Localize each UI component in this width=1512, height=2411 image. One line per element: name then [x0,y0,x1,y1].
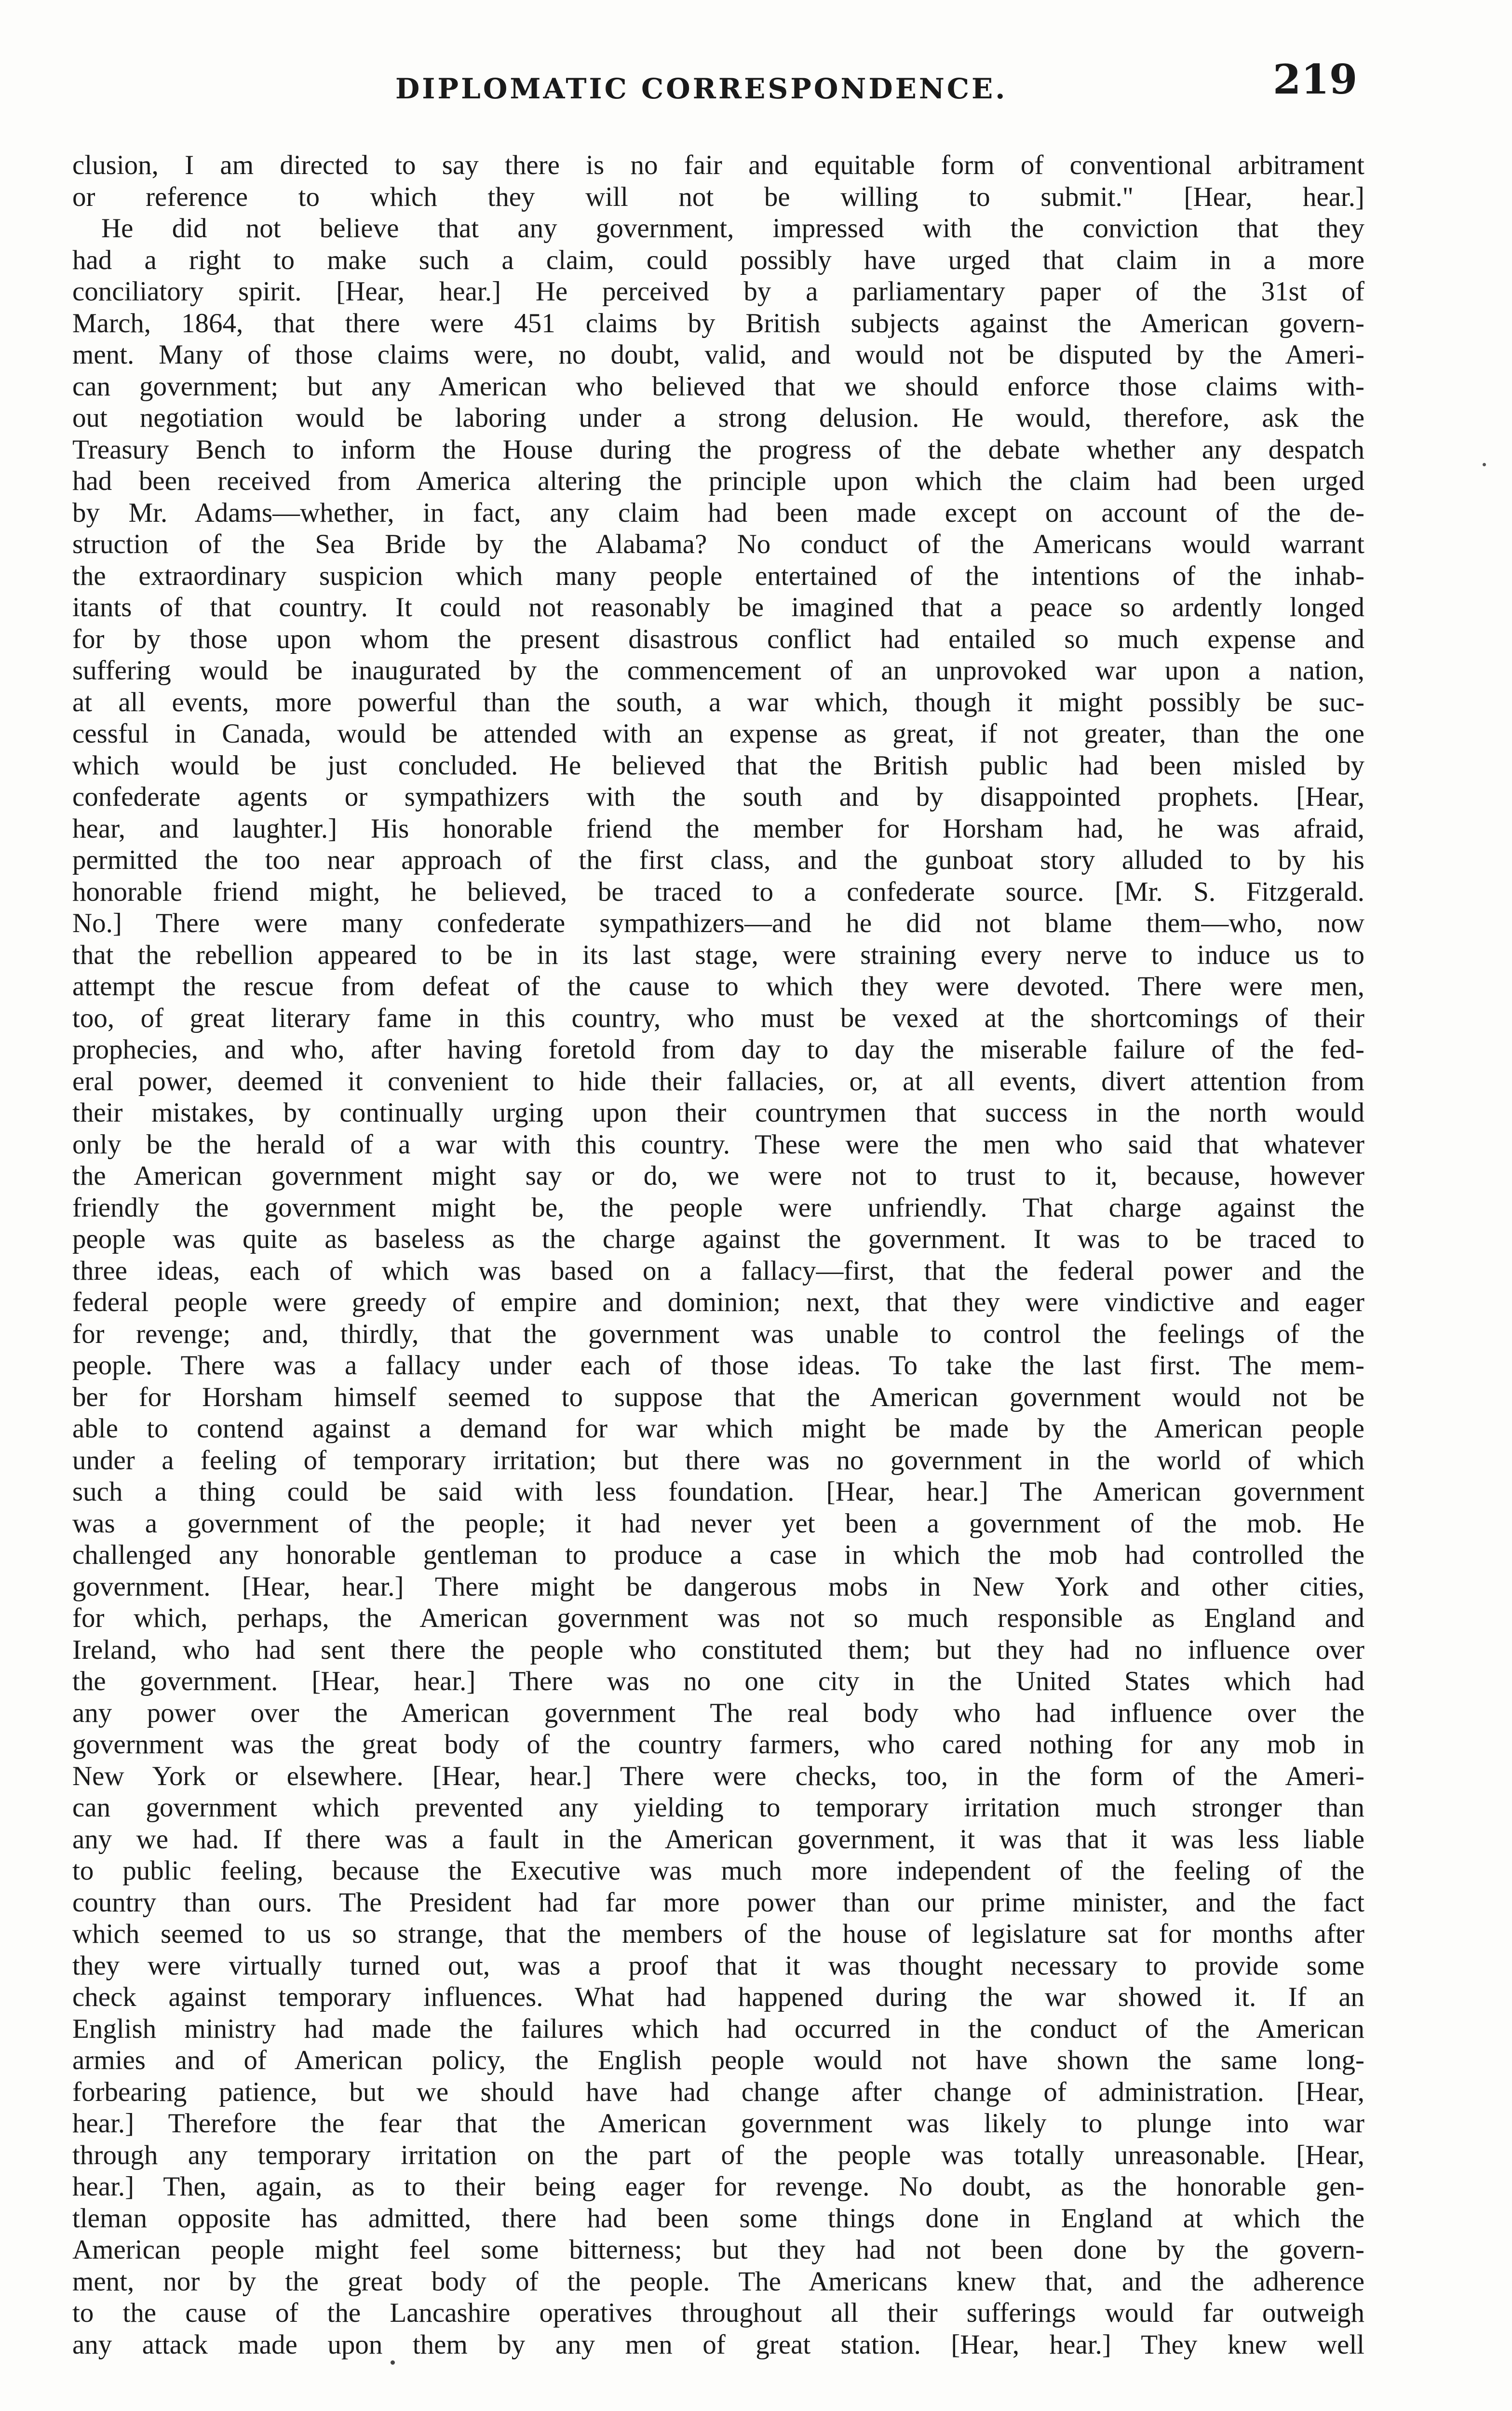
text-line: the extraordinary suspicion which many people entertained of the intentions of the inhab- [72,560,1364,591]
text-line: check against temporary influences. What had happened during the war showed it. If an [72,1982,1364,2012]
text-line: suffering would be inaugurated by the commencement of an unprovoked war upon a nation, [72,655,1364,686]
text-line: had been received from America altering the principle upon which the claim had been urged [72,466,1364,496]
text-line: ment, nor by the great body of the people. The Americans knew that, and the adherence [72,2266,1364,2297]
text-line: for which, perhaps, the American government was not so much responsible as England and [72,1603,1364,1633]
text-line: too, of great literary fame in this country, who must be vexed at the shortcomings of their [72,1002,1364,1033]
text-line: through any temporary irritation on the part of the people was totally unreasonable. [Hear, [72,2140,1364,2170]
text-line: under a feeling of temporary irritation; but there was no government in the world of which [72,1445,1364,1476]
text-line: ber for Horsham himself seemed to suppose that the American government would not be [72,1382,1364,1412]
text-line: any power over the American government The real body who had influence over the [72,1697,1364,1728]
text-line: can government which prevented any yielding to temporary irritation much stronger than [72,1792,1364,1823]
text-line: hear, and laughter.] His honorable friend the member for Horsham had, he was afraid, [72,813,1364,844]
text-line: confederate agents or sympathizers with the south and by disappointed prophets. [Hear, [72,782,1364,812]
text-line: friendly the government might be, the people were unfriendly. That charge against the [72,1192,1364,1223]
text-line: any attack made upon them by any men of great station. [Hear, hear.] They knew well [72,2329,1364,2360]
text-line: conciliatory spirit. [Hear, hear.] He perceived by a parliamentary paper of the 31st of [72,276,1364,307]
text-line: federal people were greedy of empire and dominion; next, that they were vindictive and eager [72,1287,1364,1317]
text-line: eral power, deemed it convenient to hide their fallacies, or, at all events, divert attention from [72,1066,1364,1097]
text-line: out negotiation would be laboring under a strong delusion. He would, therefore, ask the [72,403,1364,433]
running-head: DIPLOMATIC CORRESPONDENCE. [395,72,1008,105]
text-line: attempt the rescue from defeat of the cause to which they were devoted. There were men, [72,971,1364,1002]
text-line: hear.] Therefore the fear that the American government was likely to plunge into war [72,2108,1364,2139]
text-line: which would be just concluded. He believed that the British public had been misled by [72,750,1364,781]
text-line: to public feeling, because the Executive was much more independent of the feeling of the [72,1856,1364,1886]
text-line: their mistakes, by continually urging upon their countrymen that success in the north would [72,1097,1364,1128]
text-line: for by those upon whom the present disastrous conflict had entailed so much expense and [72,623,1364,654]
text-line: they were virtually turned out, was a proof that it was thought necessary to provide some [72,1950,1364,1981]
text-line: forbearing patience, but we should have had change after change of administration. [Hear, [72,2076,1364,2107]
text-line: such a thing could be said with less foundation. [Hear, hear.] The American government [72,1476,1364,1507]
text-line: was a government of the people; it had never yet been a government of the mob. He [72,1508,1364,1539]
text-line: No.] There were many confederate sympathizers—and he did not blame them—who, now [72,908,1364,938]
text-line: any we had. If there was a fault in the American government, it was that it was less liable [72,1824,1364,1855]
page-number: 219 [1273,55,1358,103]
text-line: country than ours. The President had far more power than our prime minister, and the fact [72,1887,1364,1918]
text-line: government was the great body of the country farmers, who cared nothing for any mob in [72,1729,1364,1760]
text-line: that the rebellion appeared to be in its last stage, were straining every nerve to induce us to [72,939,1364,970]
text-line: at all events, more powerful than the south, a war which, though it might possibly be suc- [72,687,1364,718]
text-line: March, 1864, that there were 451 claims by British subjects against the American govern- [72,308,1364,339]
text-line: the government. [Hear, hear.] There was no one city in the United States which had [72,1666,1364,1696]
text-line: English ministry had made the failures which had occurred in the conduct of the American [72,2013,1364,2044]
body-text [72,149,1364,2360]
text-line: only be the herald of a war with this country. These were the men who said that whatever [72,1129,1364,1160]
text-line: which seemed to us so strange, that the members of the house of legislature sat for months after [72,1919,1364,1949]
text-line: hear.] Then, again, as to their being eager for revenge. No doubt, as the honorable gen- [72,2171,1364,2202]
print-speck [1483,463,1486,466]
text-line: itants of that country. It could not reasonably be imagined that a peace so ardently longed [72,592,1364,623]
text-line: challenged any honorable gentleman to produce a case in which the mob had controlled the [72,1540,1364,1570]
text-line: tleman opposite has admitted, there had been some things done in England at which the [72,2203,1364,2234]
text-line: to the cause of the Lancashire operatives throughout all their sufferings would far outweigh [72,2298,1364,2328]
text-line: honorable friend might, he believed, be traced to a confederate source. [Mr. S. Fitzgerald. [72,876,1364,907]
text-line: for revenge; and, thirdly, that the government was unable to control the feelings of the [72,1318,1364,1349]
text-line: cessful in Canada, would be attended with an expense as great, if not greater, than the one [72,718,1364,749]
text-line: the American government might say or do, we were not to trust to it, because, however [72,1161,1364,1191]
print-speck [391,2360,395,2365]
text-line: people was quite as baseless as the charge against the government. It was to be traced to [72,1224,1364,1254]
text-line: or reference to which they will not be willing to submit." [Hear, hear.] [72,181,1364,212]
text-line: clusion, I am directed to say there is no fair and equitable form of conventional arbitrament [72,150,1364,180]
text-line: American people might feel some bitterness; but they had not been done by the govern- [72,2235,1364,2265]
text-line: government. [Hear, hear.] There might be dangerous mobs in New York and other cities, [72,1571,1364,1602]
text-line: can government; but any American who believed that we should enforce those claims with- [72,371,1364,402]
text-line: by Mr. Adams—whether, in fact, any claim had been made except on account of the de- [72,497,1364,528]
text-line: New York or elsewhere. [Hear, hear.] There were checks, too, in the form of the Ameri- [72,1761,1364,1791]
text-line: armies and of American policy, the English people would not have shown the same long- [72,2045,1364,2075]
text-line: Ireland, who had sent there the people who constituted them; but they had no influence over [72,1634,1364,1665]
text-line: permitted the too near approach of the first class, and the gunboat story alluded to by his [72,845,1364,875]
text-line: He did not believe that any government, impressed with the conviction that they [101,213,1364,244]
text-line: three ideas, each of which was based on a fallacy—first, that the federal power and the [72,1255,1364,1286]
text-line: Treasury Bench to inform the House during the progress of the debate whether any despatch [72,434,1364,465]
text-line: ment. Many of those claims were, no doubt, valid, and would not be disputed by the Ameri- [72,339,1364,370]
text-line: people. There was a fallacy under each of those ideas. To take the last first. The mem- [72,1350,1364,1381]
text-line: had a right to make such a claim, could possibly have urged that claim in a more [72,244,1364,275]
text-line: able to contend against a demand for war which might be made by the American people [72,1413,1364,1444]
text-line: prophecies, and who, after having foretold from day to day the miserable failure of the fed- [72,1034,1364,1065]
text-line: struction of the Sea Bride by the Alabama? No conduct of the Americans would warrant [72,529,1364,559]
